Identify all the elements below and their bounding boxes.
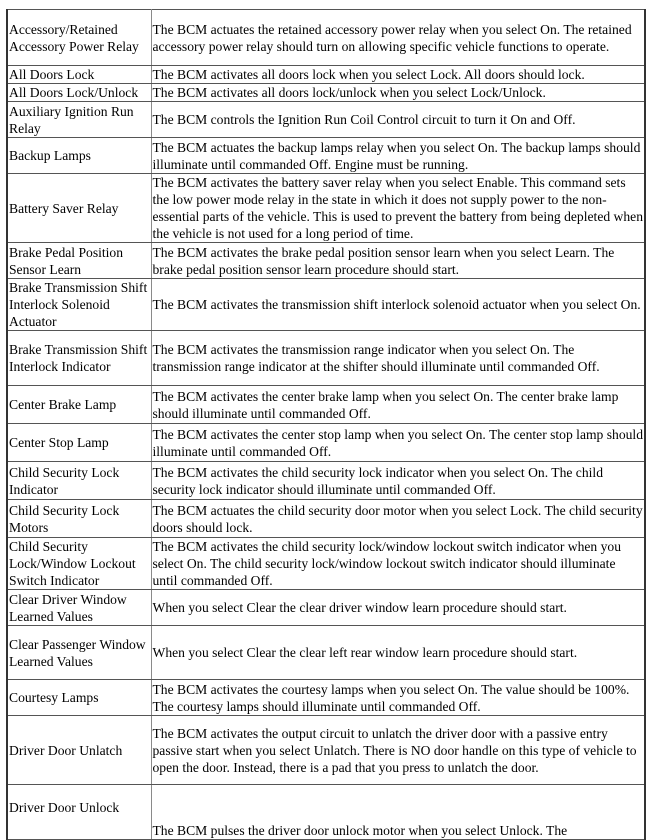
control-description: When you select Clear the clear left rear window learn procedure should start. [151,626,645,680]
control-description: The BCM activates the child security lock indicator when you select On. The child security lock indicator should illuminate until commanded Off. [151,462,645,500]
control-description: The BCM activates the transmission shift interlock solenoid actuator when you select On. [151,279,645,331]
control-description: The BCM activates the courtesy lamps when you select On. The value should be 100%. The courtesy lamps should illuminate until commanded Off. [151,680,645,716]
control-name: Center Stop Lamp [7,424,151,462]
control-description: The BCM actuates the backup lamps relay when you select On. The backup lamps should illuminate until commanded Off. Engine must be running. [151,138,645,174]
control-description: The BCM activates all doors lock when you select Lock. All doors should lock. [151,66,645,84]
control-description: The BCM controls the Ignition Run Coil Control circuit to turn it On and Off. [151,102,645,138]
control-description: The BCM activates the brake pedal position sensor learn when you select Learn. The brake pedal position sensor learn procedure should start. [151,243,645,279]
table-row [7,138,645,174]
control-name: All Doors Lock/Unlock [7,84,151,102]
control-name: Auxiliary Ignition Run Relay [7,102,151,138]
control-description: The BCM activates the transmission range indicator when you select On. The transmission range indicator at the shifter should illuminate until commanded Off. [151,331,645,386]
table-row [7,716,645,785]
table-row [7,500,645,538]
table-row [7,626,645,680]
table-row [7,66,645,84]
control-description: When you select Clear the clear driver window learn procedure should start. [151,590,645,626]
document-page [6,9,644,840]
control-name: Driver Door Unlatch [7,716,151,785]
output-controls-table [6,9,646,840]
control-name: Child Security Lock Motors [7,500,151,538]
control-name: All Doors Lock [7,66,151,84]
table-row [7,102,645,138]
table-row [7,462,645,500]
control-description: The BCM actuates the child security door motor when you select Lock. The child security doors should lock. [151,500,645,538]
table-row [7,785,645,840]
control-description: The BCM activates the child security lock/window lockout switch indicator when you select On. The child security lock/window lockout switch indicator should illuminate until commanded Off. [151,538,645,590]
table-row [7,243,645,279]
control-name: Battery Saver Relay [7,174,151,243]
control-name: Backup Lamps [7,138,151,174]
control-description: The BCM activates the output circuit to unlatch the driver door with a passive entry passive start when you select Unlatch. There is NO door handle on this type of vehicle to open the door. Instead, there is a pad that you press to unlatch the door. [151,716,645,785]
control-name: Clear Passenger Window Learned Values [7,626,151,680]
table-row [7,84,645,102]
table-row [7,279,645,331]
control-description: The BCM activates the center stop lamp when you select On. The center stop lamp should illuminate until commanded Off. [151,424,645,462]
table-row [7,538,645,590]
table-row [7,331,645,386]
table-row [7,174,645,243]
control-name: Brake Pedal Position Sensor Learn [7,243,151,279]
control-name: Accessory/Retained Accessory Power Relay [7,10,151,66]
table-row [7,386,645,424]
control-name: Clear Driver Window Learned Values [7,590,151,626]
control-name: Child Security Lock Indicator [7,462,151,500]
control-name: Brake Transmission Shift Interlock Indicator [7,331,151,386]
control-description: The BCM pulses the driver door unlock motor when you select Unlock. The [151,785,645,840]
control-name: Courtesy Lamps [7,680,151,716]
table-row [7,590,645,626]
control-description: The BCM activates the battery saver relay when you select Enable. This command sets the low power mode relay in the state in which it does not supply power to the non-essential parts of the vehicle. This is used to prevent the battery from being depleted when the vehicle is not used for a long period of time. [152,175,643,241]
table-row [7,680,645,716]
control-description: The BCM activates the center brake lamp when you select On. The center brake lamp should illuminate until commanded Off. [151,386,645,424]
control-name: Child Security Lock/Window Lockout Switch Indicator [7,538,151,590]
control-description: The BCM activates all doors lock/unlock when you select Lock/Unlock. [151,84,645,102]
control-name: Center Brake Lamp [7,386,151,424]
table-row [7,10,645,66]
control-description: The BCM actuates the retained accessory power relay when you select On. The retained accessory power relay should turn on allowing specific vehicle functions to operate. [151,10,645,66]
control-name: Driver Door Unlock [7,785,151,840]
table-row [7,424,645,462]
control-name: Brake Transmission Shift Interlock Solenoid Actuator [7,279,151,331]
